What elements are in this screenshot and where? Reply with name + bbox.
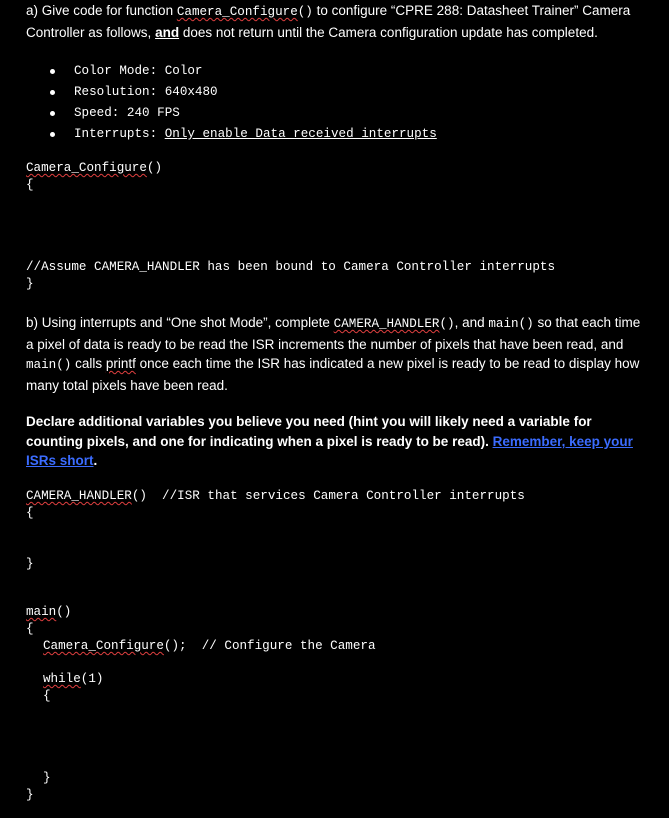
main-name: main [26,358,57,373]
part-b-text-mid: so that each time a pixel of data is ready to be read the ISR increments the number of pixels that have been read, and [26,315,641,352]
bullet-value: Only enable Data received interrupts [164,127,437,141]
part-b-text: b) Using interrupts and “One shot Mode”, complete [26,315,334,330]
part-b-text-end: once each time the ISR has indicated a new pixel is ready to be read to display how many total pixels have been read. [26,356,640,393]
remember-keep-isrs-short-link[interactable]: Remember, keep your ISRs short [26,433,633,469]
bullet-label: Interrupts: [74,127,158,141]
code-open-brace: { [26,178,34,192]
code-while-close-brace: } [43,771,51,785]
code-while-loop [43,671,103,688]
code-call-rest: (); // Configure the Camera [163,639,376,653]
main-parens: () [518,317,534,331]
part-b-hint [26,412,651,471]
and-emphasis: and [155,24,180,40]
code-parens: () [131,489,147,503]
bullet-resolution [26,82,651,103]
bullet-label: Resolution: [74,85,158,99]
function-parens: () [297,5,313,19]
part-b-text-calls: calls [71,356,106,372]
code-camera-configure-call [43,638,376,655]
code-parens: () [56,605,72,619]
part-b-text-and: , and [454,315,489,330]
intro-text-mid: to configure “CPRE 288: Datasheet Trainer” Camera Controller as follows, [26,3,631,40]
code-comment-isr: //ISR that services Camera Controller interrupts [146,489,525,503]
code-close-brace: } [26,557,34,571]
code-handler-name: CAMERA_HANDLER [26,489,132,503]
code-open-brace: { [26,622,34,636]
part-a-intro [26,1,651,42]
code-call-name: Camera_Configure [43,639,164,653]
code-while-condition: (1) [80,672,104,686]
main-parens: () [56,358,72,373]
bullet-label: Speed: [74,106,120,120]
code-main-signature [26,604,71,621]
handler-name: CAMERA_HANDLER [333,317,440,331]
handler-parens: () [439,317,455,331]
bullet-label: Color Mode: [74,64,158,78]
code-while-open-brace: { [43,689,51,703]
code-close-brace: } [26,277,34,291]
bullet-value: Color [164,64,203,78]
intro-text: a) Give code for function [26,3,177,18]
bullet-value: 640x480 [164,85,218,99]
function-name-camera-configure: Camera_Configure [176,5,298,19]
code-main-name: main [26,605,57,619]
intro-text-end: does not return until the Camera configuration update has completed. [179,24,598,40]
bullet-color-mode [26,61,651,82]
code-open-brace: { [26,506,34,520]
code-camera-configure-signature [26,160,162,177]
bullet-interrupts [26,124,651,145]
part-b-intro [26,313,651,395]
bullet-value: 240 FPS [126,106,180,120]
code-while-keyword: while [43,672,81,686]
bullet-speed [26,103,651,124]
code-function-name: Camera_Configure [26,161,147,175]
hint-end: . [93,453,98,469]
code-close-brace: } [26,788,34,802]
code-comment-assume-handler: //Assume CAMERA_HANDLER has been bound to Camera Controller interrupts [26,260,556,274]
main-name: main [488,317,519,331]
printf-word: printf [105,356,136,372]
code-handler-signature [26,488,525,505]
hint-text: Declare additional variables you believe you need (hint you will likely need a variable for counting pixels, and one for indicating when a pixel is ready to be read). [26,414,592,449]
code-parens: () [146,161,163,175]
config-bullet-list [26,61,651,145]
